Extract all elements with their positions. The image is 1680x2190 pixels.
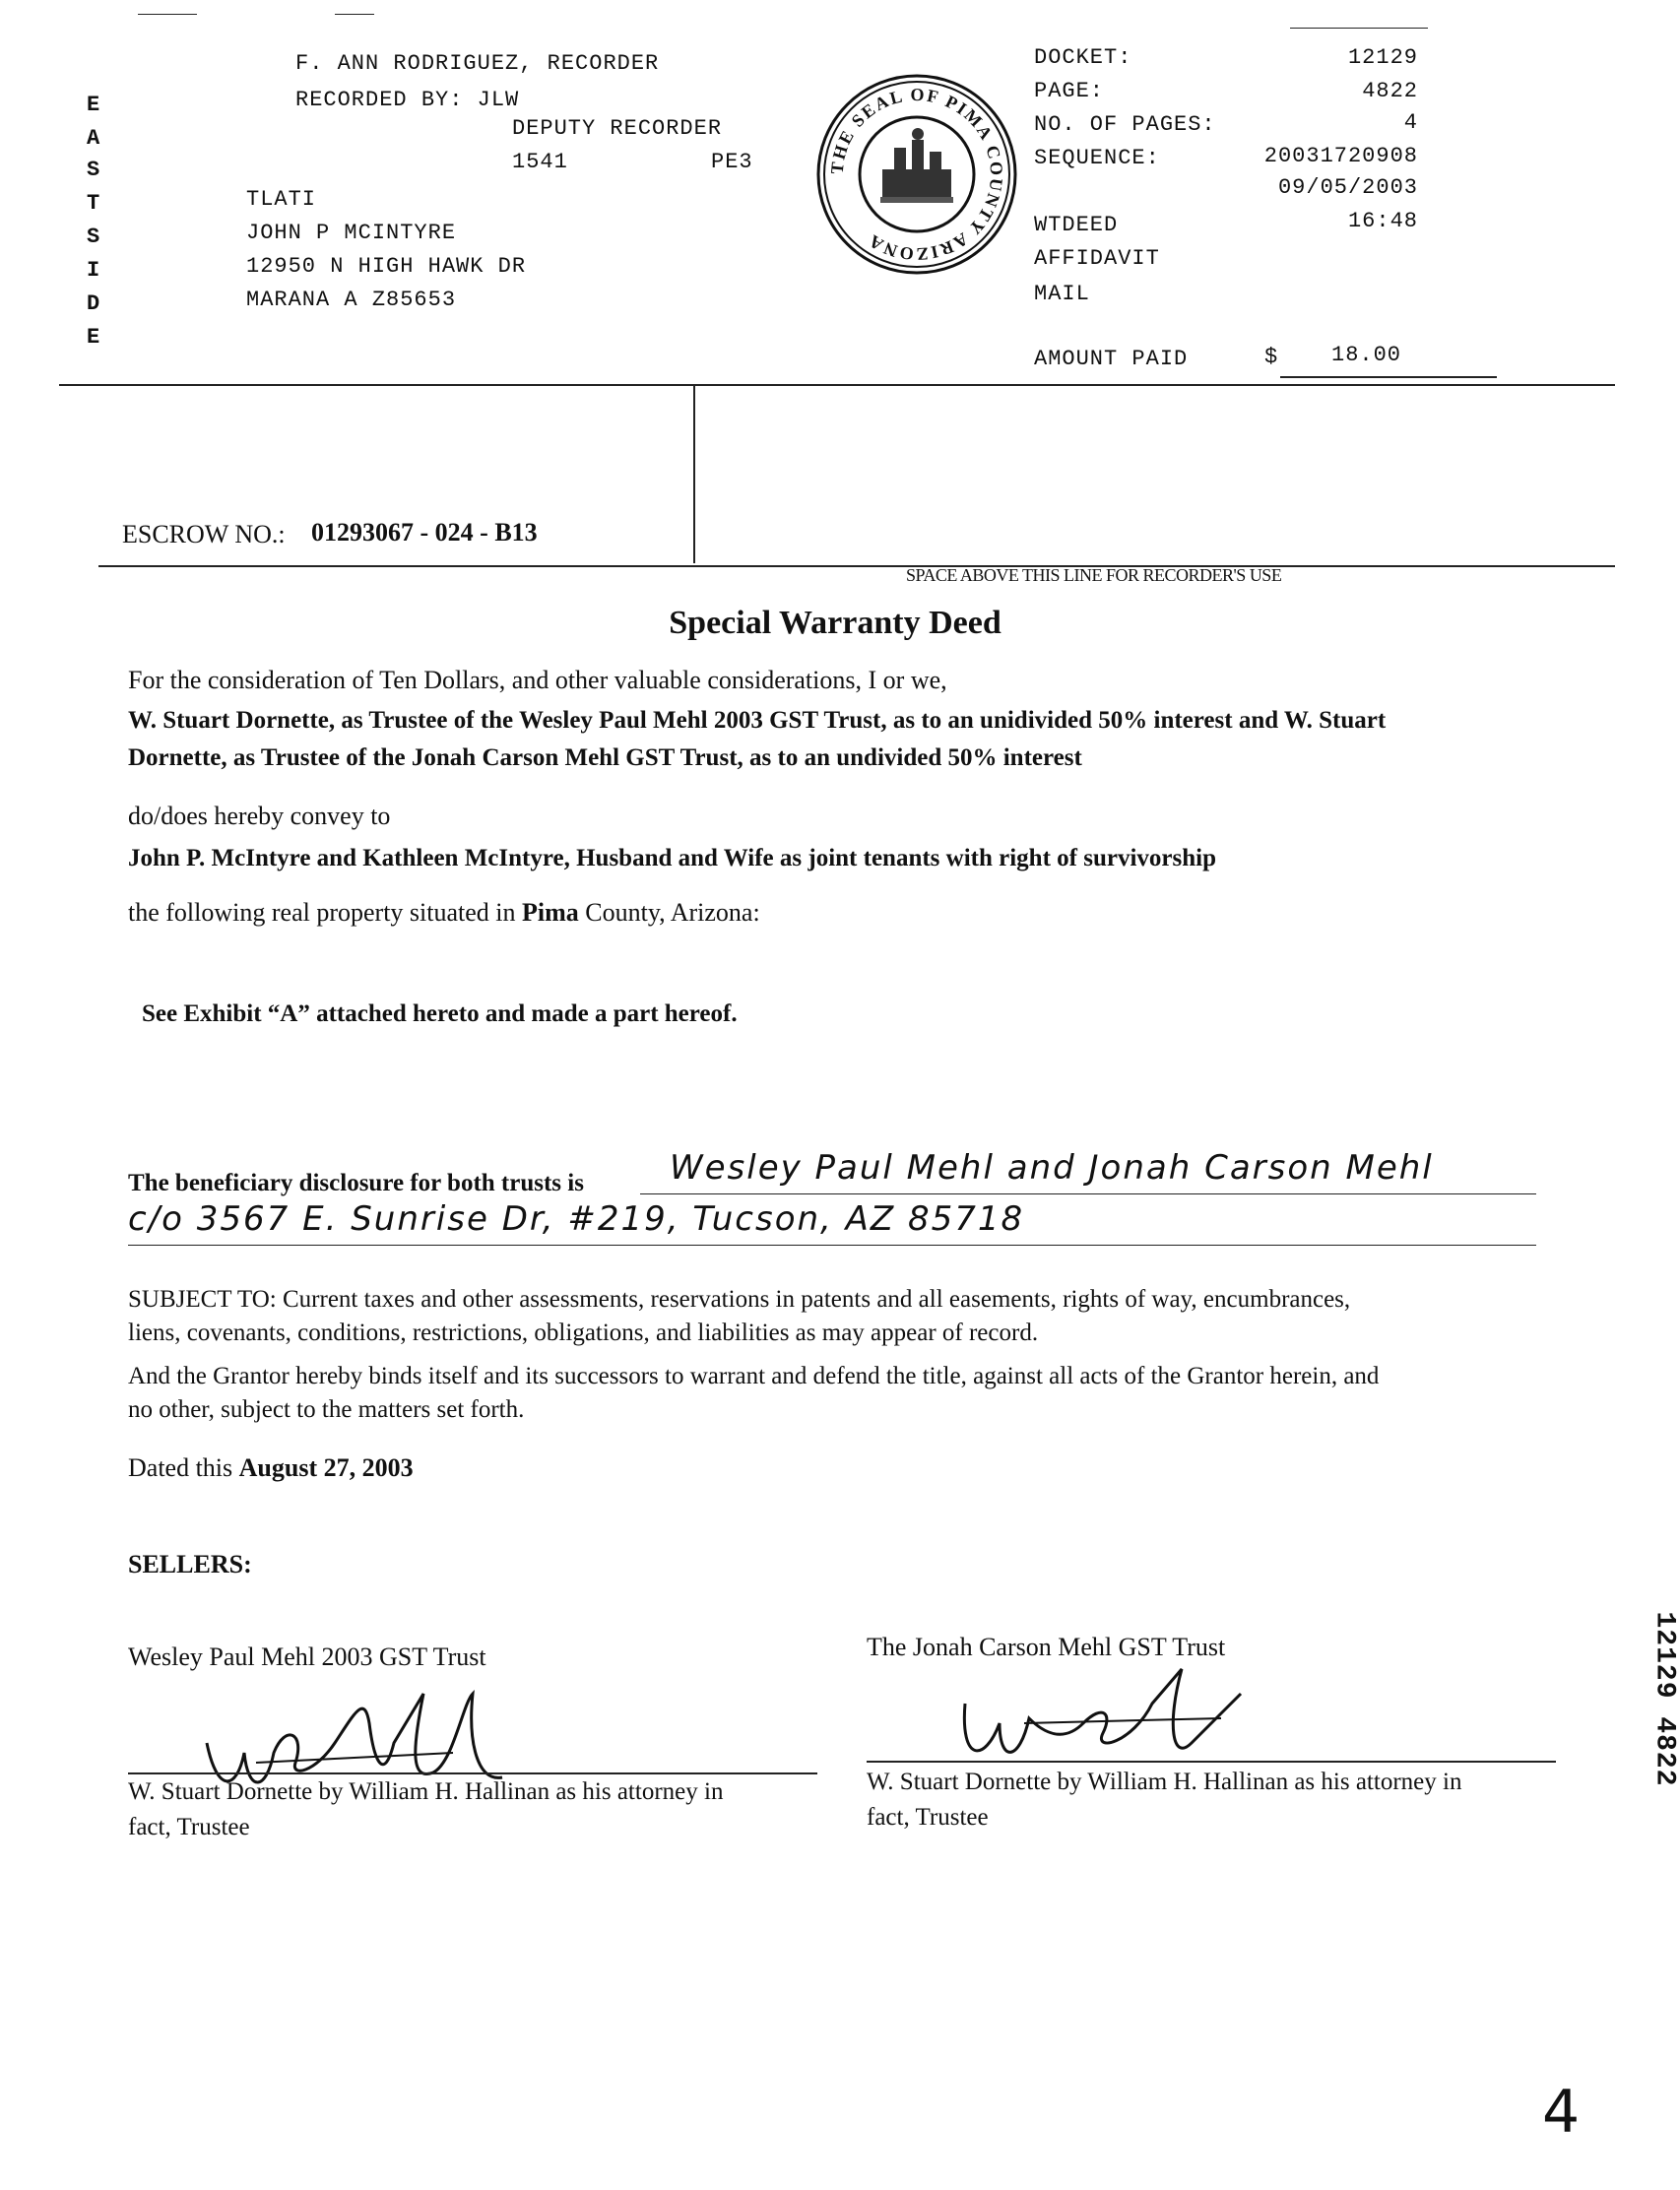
- county-seal: [813, 71, 1020, 278]
- side-letter: S: [87, 225, 100, 249]
- exhibit-reference: See Exhibit “A” attached hereto and made a part hereof.: [142, 1000, 738, 1027]
- beneficiary-label: The beneficiary disclosure for both trusts is: [128, 1170, 584, 1196]
- mail: MAIL: [1034, 282, 1090, 306]
- convey-text: do/does hereby convey to: [128, 802, 391, 830]
- right-signer-line-2: fact, Trustee: [867, 1804, 989, 1831]
- beneficiary-underline-2: [128, 1245, 1536, 1246]
- page-value: 4822: [1362, 79, 1418, 103]
- amount-underline: [1280, 376, 1497, 378]
- beneficiary-address-handwritten: c/o 3567 E. Sunrise Dr, #219, Tucson, AZ 85718: [128, 1199, 1025, 1239]
- right-signer-line-1: W. Stuart Dornette by William H. Hallinan as his attorney in: [867, 1769, 1462, 1795]
- property-post: County, Arizona:: [578, 898, 760, 927]
- dated-date: August 27, 2003: [238, 1453, 414, 1482]
- side-letter: I: [87, 258, 100, 283]
- grantee-text: John P. McIntyre and Kathleen McIntyre, Husband and Wife as joint tenants with right of survivorship: [128, 845, 1216, 871]
- side-letter: S: [87, 158, 100, 182]
- recorded-by: RECORDED BY: JLW: [295, 88, 520, 112]
- warrant-line-2: no other, subject to the matters set forth.: [128, 1396, 525, 1423]
- seal-text: THE SEAL OF PIMA COUNTY ARIZONA: [826, 84, 1007, 265]
- grantor-line-2: Dornette, as Trustee of the Jonah Carson Mehl GST Trust, as to an undivided 50% interest: [128, 744, 1082, 771]
- affidavit: AFFIDAVIT: [1034, 246, 1160, 271]
- amount-value: 18.00: [1331, 343, 1402, 367]
- left-signature-line: [128, 1772, 817, 1774]
- document-type: WTDEED: [1034, 213, 1119, 237]
- right-signature-line: [867, 1761, 1556, 1763]
- recorder-code-2: PE3: [711, 150, 753, 174]
- right-trust-name: The Jonah Carson Mehl GST Trust: [867, 1633, 1226, 1661]
- side-letter: E: [87, 93, 100, 117]
- beneficiary-underline-1: [640, 1193, 1536, 1194]
- property-pre: the following real property situated in: [128, 898, 523, 927]
- dated-text: [128, 1453, 414, 1483]
- deed-title: Special Warranty Deed: [669, 605, 1002, 641]
- record-time: 16:48: [1347, 209, 1418, 233]
- subject-to-line-1: SUBJECT TO: Current taxes and other assessments, reservations in patents and all easements, rights of way, encumbrances,: [128, 1286, 1351, 1313]
- recorder-space-note: SPACE ABOVE THIS LINE FOR RECORDER'S USE: [906, 565, 1282, 585]
- sellers-heading: SELLERS:: [128, 1550, 252, 1578]
- warrant-line-1: And the Grantor hereby binds itself and its successors to warrant and defend the title, against all acts of the Grantor herein, and: [128, 1363, 1380, 1389]
- escrow-divider: [693, 386, 695, 563]
- escrow-number: 01293067 - 024 - B13: [311, 518, 538, 547]
- recorder-name: F. ANN RODRIGUEZ, RECORDER: [295, 51, 660, 76]
- page-label: PAGE:: [1034, 79, 1105, 103]
- escrow-label: ESCROW NO.:: [122, 520, 286, 548]
- left-trust-name: Wesley Paul Mehl 2003 GST Trust: [128, 1642, 486, 1671]
- margin-stamp: 12129 4822: [1648, 1611, 1680, 1787]
- recorder-space-line: [98, 565, 1615, 567]
- docket-label: DOCKET:: [1034, 45, 1132, 70]
- docket-value: 12129: [1347, 45, 1418, 70]
- return-name: JOHN P MCINTYRE: [246, 221, 457, 245]
- consideration-text: For the consideration of Ten Dollars, and other valuable considerations, I or we,: [128, 666, 947, 694]
- property-text: [128, 898, 760, 928]
- page-mark: 4: [1542, 2078, 1583, 2147]
- return-street: 12950 N HIGH HAWK DR: [246, 254, 527, 279]
- recorder-code-1: 1541: [512, 150, 568, 174]
- left-signer-line-1: W. Stuart Dornette by William H. Hallinan as his attorney in: [128, 1778, 724, 1805]
- subject-to-line-2: liens, covenants, conditions, restrictions, obligations, and liabilities as may appear of record.: [128, 1320, 1039, 1346]
- deputy-recorder: DEPUTY RECORDER: [512, 116, 723, 141]
- header-divider: [59, 384, 1615, 386]
- side-letter: D: [87, 291, 100, 316]
- left-signer-line-2: fact, Trustee: [128, 1814, 250, 1840]
- right-signature: [945, 1664, 1300, 1782]
- grantor-line-1: W. Stuart Dornette, as Trustee of the Wesley Paul Mehl 2003 GST Trust, as to an unidivided 50% interest and W. Stuart: [128, 707, 1387, 734]
- property-county: Pima: [522, 898, 579, 927]
- beneficiary-names-handwritten: Wesley Paul Mehl and Jonah Carson Mehl: [670, 1148, 1434, 1188]
- sequence-value: 20031720908: [1263, 144, 1418, 168]
- amount-label: AMOUNT PAID: [1034, 347, 1189, 371]
- return-city: MARANA A Z85653: [246, 288, 457, 312]
- side-letter: A: [87, 126, 100, 151]
- pages-value: 4: [1403, 110, 1418, 135]
- pages-label: NO. OF PAGES:: [1034, 112, 1216, 137]
- record-date: 09/05/2003: [1277, 175, 1418, 200]
- sequence-label: SEQUENCE:: [1034, 146, 1160, 170]
- amount-currency: $: [1264, 345, 1279, 369]
- side-letter: T: [87, 191, 100, 216]
- side-letter: E: [87, 325, 100, 350]
- dated-pre: Dated this: [128, 1453, 239, 1482]
- return-code: TLATI: [246, 187, 317, 212]
